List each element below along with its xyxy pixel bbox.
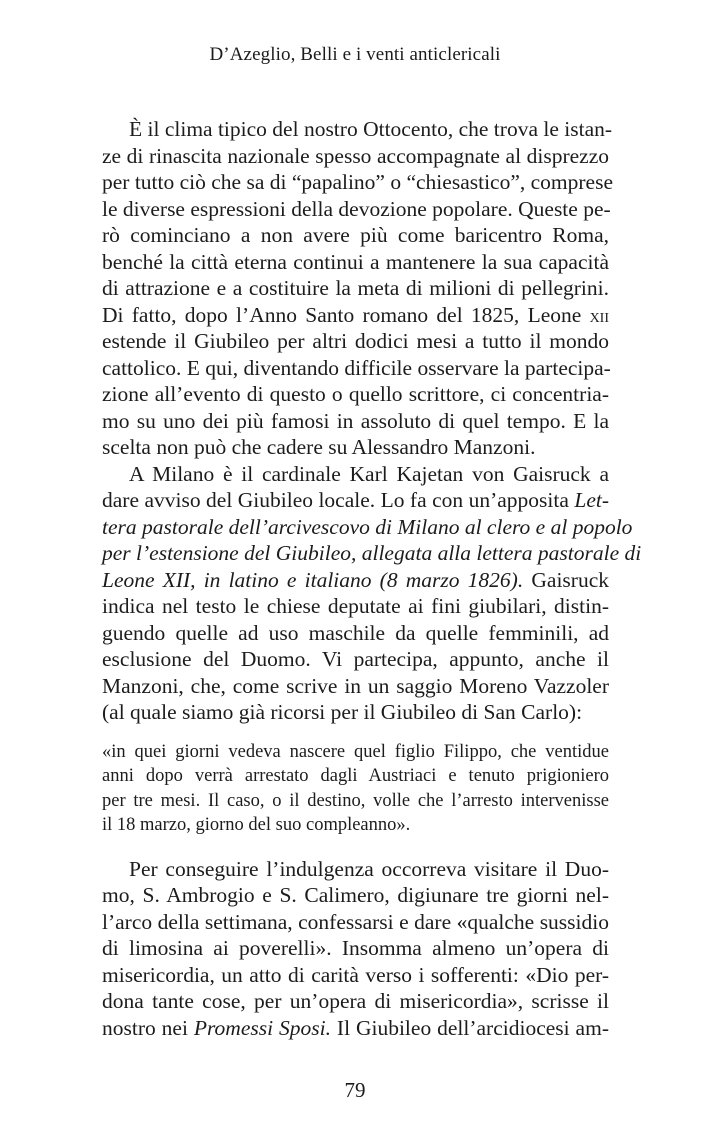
text-line	[102, 487, 609, 514]
body-text	[102, 116, 642, 1041]
text-run: Gaisruck	[523, 567, 609, 592]
text-line: Manzoni, che, come scrive in un saggio Moreno Vazzoler	[102, 673, 609, 698]
text-line	[102, 514, 633, 541]
text-line: indica nel testo le chiese deputate ai fini giubilari, distin-	[102, 594, 609, 618]
italic-title: Leone XII, in latino e italiano (8 marzo 1826).	[102, 567, 524, 592]
text-line: rò cominciano a non avere più come baricentro Roma,	[102, 223, 609, 247]
roman-numeral: xii	[589, 304, 609, 327]
text-line: le diverse espressioni della devozione popolare. Queste pe-	[102, 196, 611, 221]
text-line: cattolico. E qui, diventando difficile osservare la partecipa-	[102, 355, 611, 380]
quote-line: per tre mesi. Il caso, o il destino, volle che l’arresto intervenisse	[102, 790, 609, 811]
text-line: scelta non può che cadere su Alessandro Manzoni.	[102, 435, 536, 459]
text-line: misericordia, un atto di carità verso i sofferenti: «Dio per-	[102, 962, 609, 987]
text-line: mo, S. Ambrogio e S. Calimero, digiunare tre giorni nel-	[102, 883, 609, 907]
italic-title: Promessi Sposi.	[193, 1015, 331, 1040]
text-line: estende il Giubileo per altri dodici mesi a tutto il mondo	[102, 329, 609, 353]
text-line: A Milano è il cardinale Karl Kajetan von Gaisruck a	[129, 461, 609, 486]
text-line	[102, 540, 642, 567]
text-run: Di fatto, dopo l’Anno Santo romano del 1825, Leone	[102, 302, 590, 327]
italic-title: tera pastorale dell’arcivescovo di Milano al clero e al popolo	[102, 514, 633, 539]
page-number: 79	[344, 1078, 366, 1102]
text-line: di limosina ai poverelli». Insomma almeno un’opera di	[102, 936, 609, 960]
text-line: di attrazione e a costituire la meta di milioni di pellegrini.	[102, 276, 609, 300]
text-line: esclusione del Duomo. Vi partecipa, appunto, anche il	[102, 647, 609, 671]
text-line: l’arco della settimana, confessarsi e dare «qualche sussidio	[102, 909, 609, 934]
text-line: ze di rinascita nazionale spesso accompagnate al disprezzo	[102, 143, 609, 168]
text-run: nostro nei	[102, 1015, 194, 1040]
text-run: dare avviso del Giubileo locale. Lo fa con un’apposita	[102, 488, 575, 512]
text-line: zione all’evento di questo o quello scrittore, ci concentria-	[102, 382, 609, 406]
text-line: dona tante cose, per un’opera di misericordia», scrisse il	[102, 989, 609, 1013]
text-line: benché la città eterna continui a mantenere la sua capacità	[102, 249, 609, 274]
paragraph-1	[102, 116, 614, 461]
text-line: È il clima tipico del nostro Ottocento, che trova le istan-	[129, 117, 613, 141]
text-line: mo su uno dei più famosi in assoluto di quel tempo. E la	[102, 408, 609, 433]
quote-line: «in quei giorni vedeva nascere quel figlio Filippo, che ventidue	[102, 741, 609, 762]
italic-title: per l’estensione del Giubileo, allegata alla lettera pastorale di	[102, 541, 642, 565]
quote-line: il 18 marzo, giorno del suo compleanno».	[102, 815, 411, 835]
text-line: (al quale siamo già ricorsi per il Giubileo di San Carlo):	[102, 700, 583, 724]
text-run: Il Giubileo dell’arcidiocesi am-	[330, 1015, 609, 1040]
text-line: Per conseguire l’indulgenza occorreva visitare il Duo-	[129, 856, 609, 881]
paragraph-3	[102, 856, 609, 1042]
text-line	[102, 567, 609, 594]
text-line: guendo quelle ad uso maschile da quelle femminili, ad	[102, 620, 609, 645]
text-line	[102, 1015, 609, 1042]
text-line	[102, 302, 609, 329]
running-head: D’Azeglio, Belli e i venti anticlericali	[209, 44, 501, 65]
text-line: per tutto ciò che sa di “papalino” o “chiesastico”, comprese	[102, 170, 614, 194]
italic-title: Let-	[574, 488, 609, 512]
quote-line: anni dopo verrà arrestato dagli Austriaci e tenuto prigioniero	[102, 766, 609, 786]
paragraph-2	[102, 461, 642, 726]
block-quote	[102, 740, 609, 838]
